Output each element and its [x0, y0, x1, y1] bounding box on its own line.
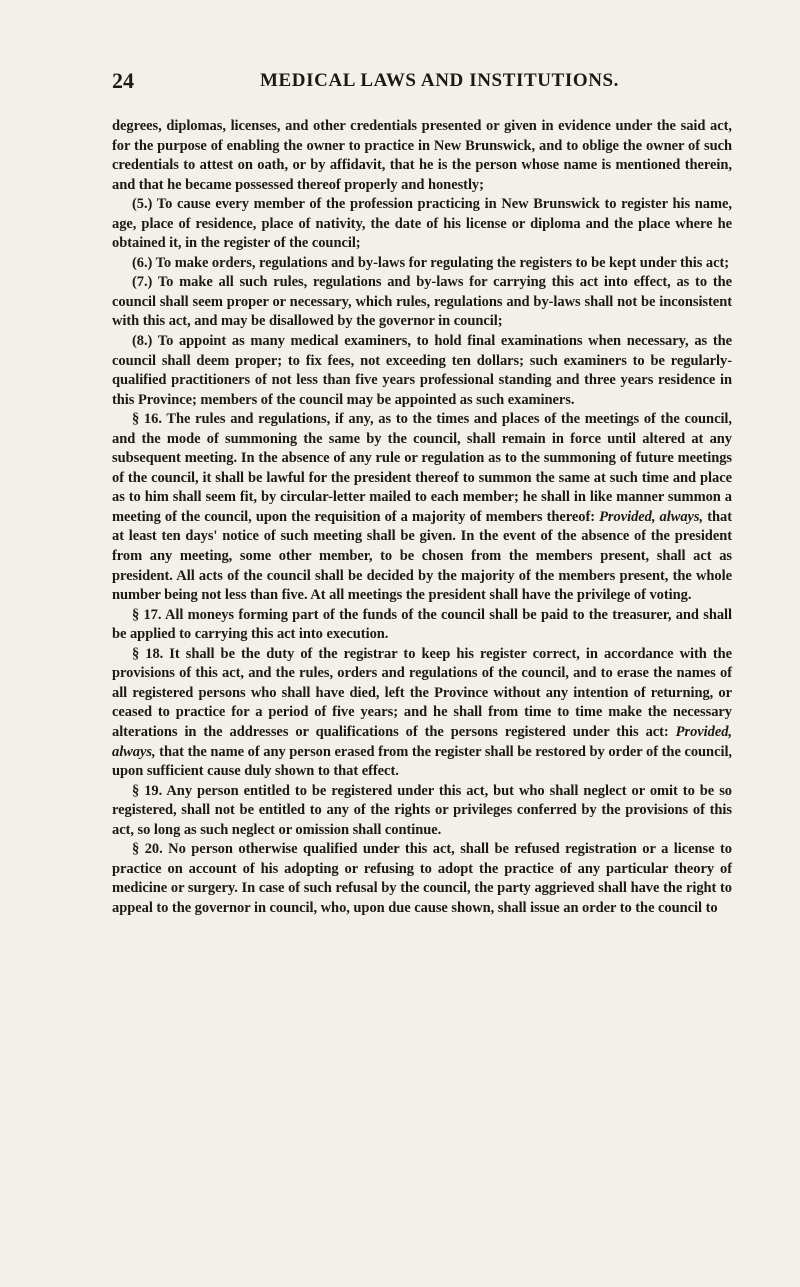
section-18-proviso: Provided, always,	[112, 723, 732, 760]
paragraph-item-7: (7.) To make all such rules, regulations and by-laws for carrying this act into effect, as to the council shall seem proper or necessary, which rules, regulations and by-laws shall not be inconsistent with this act, and may be disallowed by the governor in council;	[112, 274, 732, 330]
section-17: § 17. All moneys forming part of the funds of the council shall be paid to the treasurer, and shall be applied to carrying this act into execution.	[112, 606, 732, 643]
section-16-text-b: that at least ten days' notice of such meeting shall be given. In the event of the absence of the president from any meeting, some other member, to be chosen from the members present, shall act as president. All acts of the council shall be decided by the majority of the members present, the whole number being not less than five. At all meetings the president shall have the privilege of voting.	[112, 508, 732, 604]
section-20: § 20. No person otherwise qualified under this act, shall be refused registration or a license to practice on account of his adopting or refusing to adopt the practice of any particular theory of medicine or surgery. In case of such refusal by the council, the party aggrieved shall have the right to appeal to the governor in council, who, upon due cause shown, shall issue an order to the council to	[112, 841, 732, 916]
paragraph-item-6: (6.) To make orders, regulations and by-laws for regulating the registers to be kept under this act;	[132, 254, 730, 271]
page-number: 24	[112, 68, 134, 93]
paragraph-continuation: degrees, diplomas, licenses, and other credentials presented or given in evidence under the said act, for the purpose of enabling the owner to practice in New Brunswick, and to oblige the owner of such credentials to attest on oath, or by affidavit, that he is the person whose name is mentioned therein, and that he became possessed thereof properly and honestly;	[112, 118, 732, 193]
paragraph-item-8: (8.) To appoint as many medical examiners, to hold final examinations when necessary, as the council shall deem proper; to fix fees, not exceeding ten dollars; such examiners to be regularly-qualified practitioners of not less than five years professional standing and three years residence in this Province; members of the council may be appointed as such examiners.	[112, 333, 732, 408]
page-header	[112, 68, 732, 96]
paragraph-item-5: (5.) To cause every member of the profession practicing in New Brunswick to register his name, age, place of residence, place of nativity, the date of his license or diploma and the place where he obtained it, in the register of the council;	[112, 196, 732, 252]
section-19: § 19. Any person entitled to be registered under this act, but who shall neglect or omit to be so registered, shall not be entitled to any of the rights or privileges conferred by the provisions of this act, so long as such neglect or omission shall continue.	[112, 782, 732, 838]
section-18	[112, 645, 732, 782]
section-16-proviso: Provided, always,	[599, 508, 704, 525]
section-18-text-a: § 18. It shall be the duty of the registrar to keep his register correct, in accordance with the provisions of this act, and the rules, orders and regulations of the council, and to erase the names of all registered persons who shall have died, left the Province without any intention of returning, or ceased to practice for a period of five years; and he shall from time to time make the necessary alterations in the addresses or qualifications of the persons registered under this act:	[112, 645, 732, 740]
body-text	[112, 117, 732, 918]
section-18-text-b: that the name of any person erased from the register shall be restored by order of the council, upon sufficient cause duly shown to that effect.	[112, 743, 732, 780]
running-title: MEDICAL LAWS AND INSTITUTIONS.	[260, 70, 620, 91]
section-16	[112, 410, 732, 605]
section-16-text-a: § 16. The rules and regulations, if any, as to the times and places of the meetings of the council, and the mode of summoning the same by the council, shall remain in force until altered at any subsequent meeting. In the absence of any rule or regulation as to the summoning of future meetings of the council, it shall be lawful for the president thereof to summon the same at such time and place as to him shall seem fit, by circular-letter mailed to each member; he shall in like manner summon a meeting of the council, upon the requisition of a majority of members thereof:	[112, 411, 732, 525]
